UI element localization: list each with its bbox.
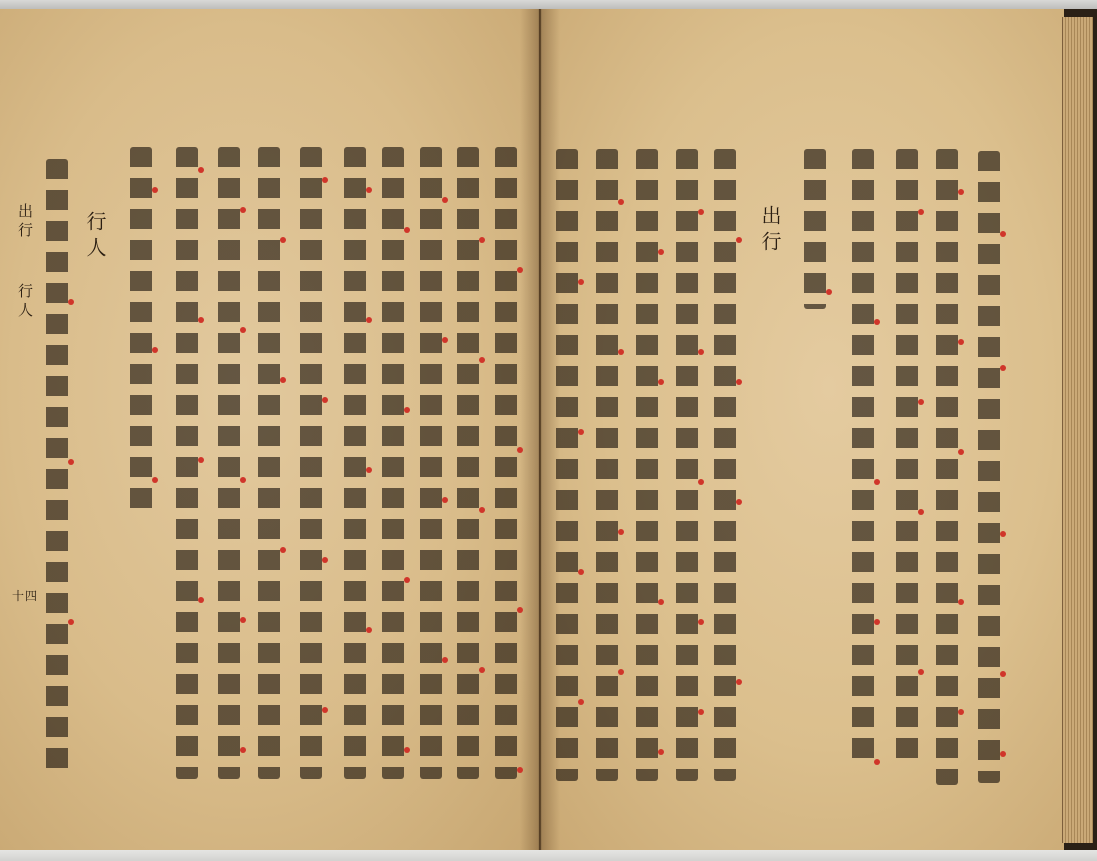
margin-subheading: 行人 <box>16 283 34 321</box>
punctuation-mark <box>479 357 485 363</box>
punctuation-mark <box>68 459 74 465</box>
punctuation-mark <box>322 177 328 183</box>
punctuation-mark <box>698 349 704 355</box>
punctuation-mark <box>517 767 523 773</box>
punctuation-mark <box>240 207 246 213</box>
punctuation-mark <box>442 497 448 503</box>
punctuation-mark <box>658 249 664 255</box>
punctuation-mark <box>280 377 286 383</box>
punctuation-mark <box>517 267 523 273</box>
punctuation-mark <box>198 457 204 463</box>
punctuation-mark <box>322 557 328 563</box>
punctuation-mark <box>442 197 448 203</box>
handwritten-text-column <box>300 147 322 779</box>
punctuation-mark <box>578 569 584 575</box>
punctuation-mark <box>736 237 742 243</box>
punctuation-mark <box>152 187 158 193</box>
punctuation-mark <box>404 747 410 753</box>
punctuation-mark <box>736 379 742 385</box>
punctuation-mark <box>198 317 204 323</box>
punctuation-mark <box>152 477 158 483</box>
punctuation-mark <box>240 617 246 623</box>
punctuation-mark <box>874 759 880 765</box>
punctuation-mark <box>479 507 485 513</box>
punctuation-mark <box>366 627 372 633</box>
punctuation-mark <box>918 399 924 405</box>
punctuation-mark <box>874 619 880 625</box>
margin-heading: 出行 <box>16 203 34 241</box>
punctuation-mark <box>198 597 204 603</box>
page-number: 十四 <box>12 589 39 603</box>
punctuation-mark <box>578 699 584 705</box>
punctuation-mark <box>404 227 410 233</box>
punctuation-mark <box>68 299 74 305</box>
section-heading-right: 出行 <box>758 205 782 257</box>
handwritten-text-column <box>936 149 958 785</box>
punctuation-mark <box>366 187 372 193</box>
punctuation-mark <box>918 509 924 515</box>
punctuation-mark <box>1000 231 1006 237</box>
handwritten-text-column <box>852 149 874 767</box>
punctuation-mark <box>958 339 964 345</box>
viewer-bottom-bar <box>0 850 1097 861</box>
handwritten-text-column <box>130 147 152 517</box>
punctuation-mark <box>1000 531 1006 537</box>
punctuation-mark <box>874 319 880 325</box>
handwritten-text-column <box>556 149 578 781</box>
punctuation-mark <box>698 709 704 715</box>
handwritten-text-column <box>382 147 404 779</box>
punctuation-mark <box>1000 671 1006 677</box>
handwritten-text-column <box>176 147 198 779</box>
punctuation-mark <box>958 709 964 715</box>
punctuation-mark <box>479 237 485 243</box>
punctuation-mark <box>280 547 286 553</box>
punctuation-mark <box>658 599 664 605</box>
punctuation-mark <box>240 327 246 333</box>
viewer-top-bar <box>0 0 1097 9</box>
page-edges <box>1062 17 1093 843</box>
section-heading-left: 行人 <box>83 211 107 263</box>
punctuation-mark <box>618 199 624 205</box>
punctuation-mark <box>479 667 485 673</box>
handwritten-text-column <box>896 149 918 769</box>
punctuation-mark <box>736 679 742 685</box>
punctuation-mark <box>366 317 372 323</box>
punctuation-mark <box>658 379 664 385</box>
punctuation-mark <box>618 529 624 535</box>
handwritten-text-column <box>714 149 736 781</box>
punctuation-mark <box>618 349 624 355</box>
punctuation-mark <box>517 607 523 613</box>
punctuation-mark <box>698 209 704 215</box>
punctuation-mark <box>918 209 924 215</box>
punctuation-mark <box>280 237 286 243</box>
punctuation-mark <box>698 479 704 485</box>
handwritten-text-column <box>978 151 1000 783</box>
punctuation-mark <box>618 669 624 675</box>
punctuation-mark <box>442 337 448 343</box>
punctuation-mark <box>874 479 880 485</box>
handwritten-text-column <box>420 147 442 779</box>
handwritten-text-column <box>457 147 479 779</box>
handwritten-text-column <box>258 147 280 779</box>
handwritten-text-column <box>804 149 826 309</box>
punctuation-mark <box>68 619 74 625</box>
punctuation-mark <box>1000 365 1006 371</box>
punctuation-mark <box>517 447 523 453</box>
punctuation-mark <box>404 577 410 583</box>
handwritten-text-column <box>495 147 517 779</box>
punctuation-mark <box>736 499 742 505</box>
handwritten-text-column <box>676 149 698 781</box>
handwritten-text-column <box>636 149 658 781</box>
punctuation-mark <box>826 289 832 295</box>
punctuation-mark <box>958 189 964 195</box>
punctuation-mark <box>958 599 964 605</box>
punctuation-mark <box>322 707 328 713</box>
punctuation-mark <box>366 467 372 473</box>
handwritten-text-column <box>218 147 240 779</box>
punctuation-mark <box>698 619 704 625</box>
punctuation-mark <box>240 747 246 753</box>
punctuation-mark <box>442 657 448 663</box>
punctuation-mark <box>240 477 246 483</box>
handwritten-text-column <box>596 149 618 781</box>
punctuation-mark <box>198 167 204 173</box>
punctuation-mark <box>578 429 584 435</box>
punctuation-mark <box>958 449 964 455</box>
punctuation-mark <box>918 669 924 675</box>
punctuation-mark <box>578 279 584 285</box>
punctuation-mark <box>322 397 328 403</box>
handwritten-text-column <box>344 147 366 779</box>
book-spread <box>0 9 1097 850</box>
punctuation-mark <box>658 749 664 755</box>
punctuation-mark <box>1000 751 1006 757</box>
punctuation-mark <box>404 407 410 413</box>
punctuation-mark <box>152 347 158 353</box>
handwritten-text-column <box>46 159 68 779</box>
